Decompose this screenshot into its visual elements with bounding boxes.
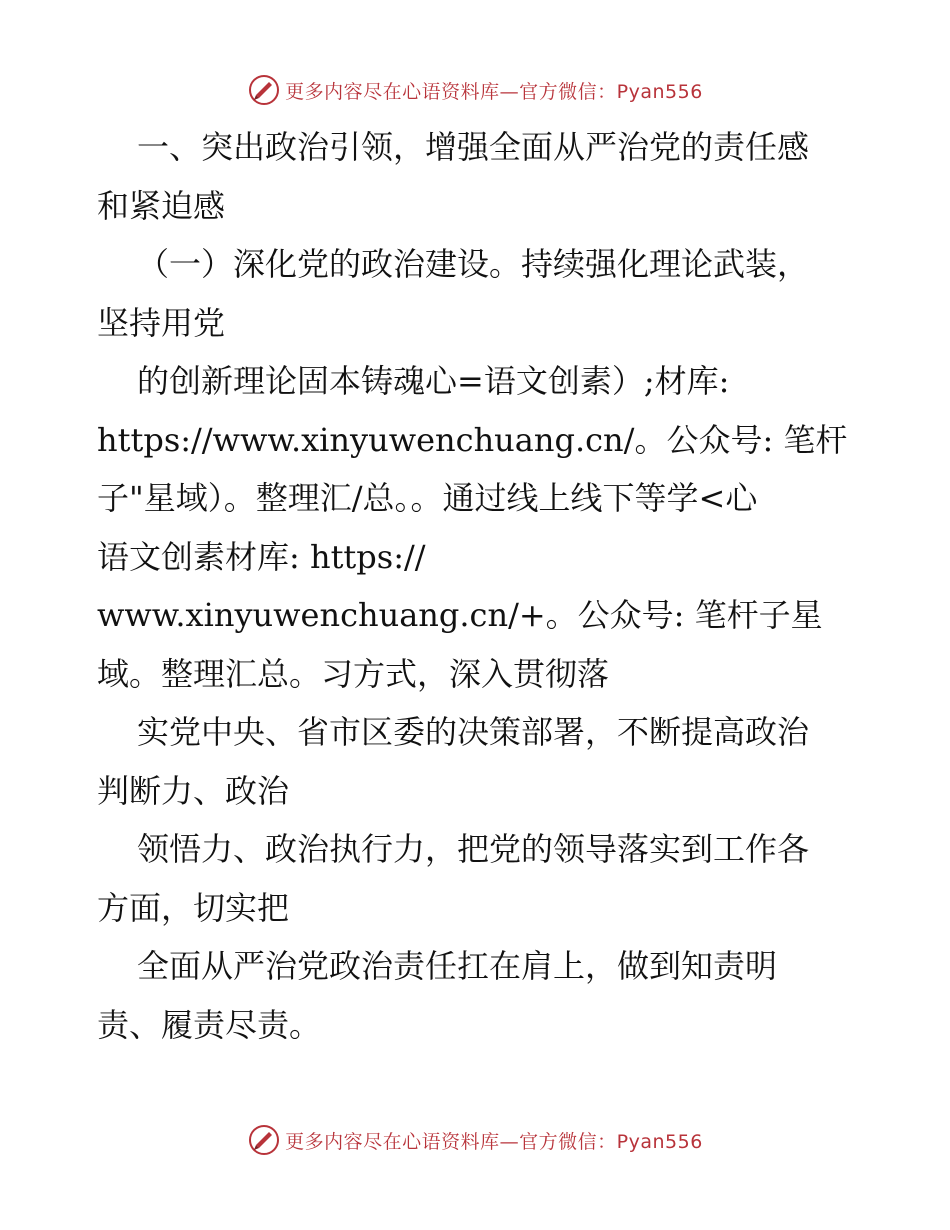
text-line: 方面，切实把: [97, 888, 290, 927]
brand-logo-icon: [247, 73, 281, 107]
text-line: 领悟力、政治执行力，把党的领导落实到工作各: [137, 830, 810, 868]
text-line: 责、履责尽责。: [97, 1005, 322, 1044]
text-line: https://www.xinyuwenchuang.cn/。公众号: 笔杆: [97, 420, 848, 459]
banner-text: 更多内容尽在心语资料库—官方微信：Pyan556: [285, 1130, 703, 1153]
text-line: 和紧迫感: [97, 186, 226, 225]
text-line: 域。整理汇总。习方式，深入贯彻落: [97, 654, 610, 693]
wechat-id: Pyan556: [616, 80, 703, 103]
text-line: 子"星域）。整理汇/总。。通过线上线下等学<心: [97, 479, 758, 517]
footer-banner: [0, 1120, 950, 1160]
text-line: 实党中央、省市区委的决策部署，不断提高政治: [137, 713, 810, 751]
text-line: 坚持用党: [97, 303, 226, 342]
text-line: www.xinyuwenchuang.cn/+。公众号: 笔杆子星: [97, 596, 823, 634]
document-body: [97, 118, 857, 1054]
text-line: 语文创素材库: https://: [97, 537, 426, 576]
wechat-id: Pyan556: [616, 1130, 703, 1153]
header-banner: [0, 70, 950, 110]
text-line: 判断力、政治: [97, 771, 290, 810]
text-line: 的创新理论固本铸魂心=语文创素）;材库:: [137, 362, 730, 400]
banner-text: 更多内容尽在心语资料库—官方微信：Pyan556: [285, 80, 703, 103]
text-line: 全面从严治党政治责任扛在肩上，做到知责明: [137, 947, 778, 985]
text-line: （一）深化党的政治建设。持续强化理论武装，: [137, 245, 810, 283]
text-line: 一、突出政治引领，增强全面从严治党的责任感: [137, 128, 810, 166]
brand-logo-icon: [247, 1123, 281, 1157]
